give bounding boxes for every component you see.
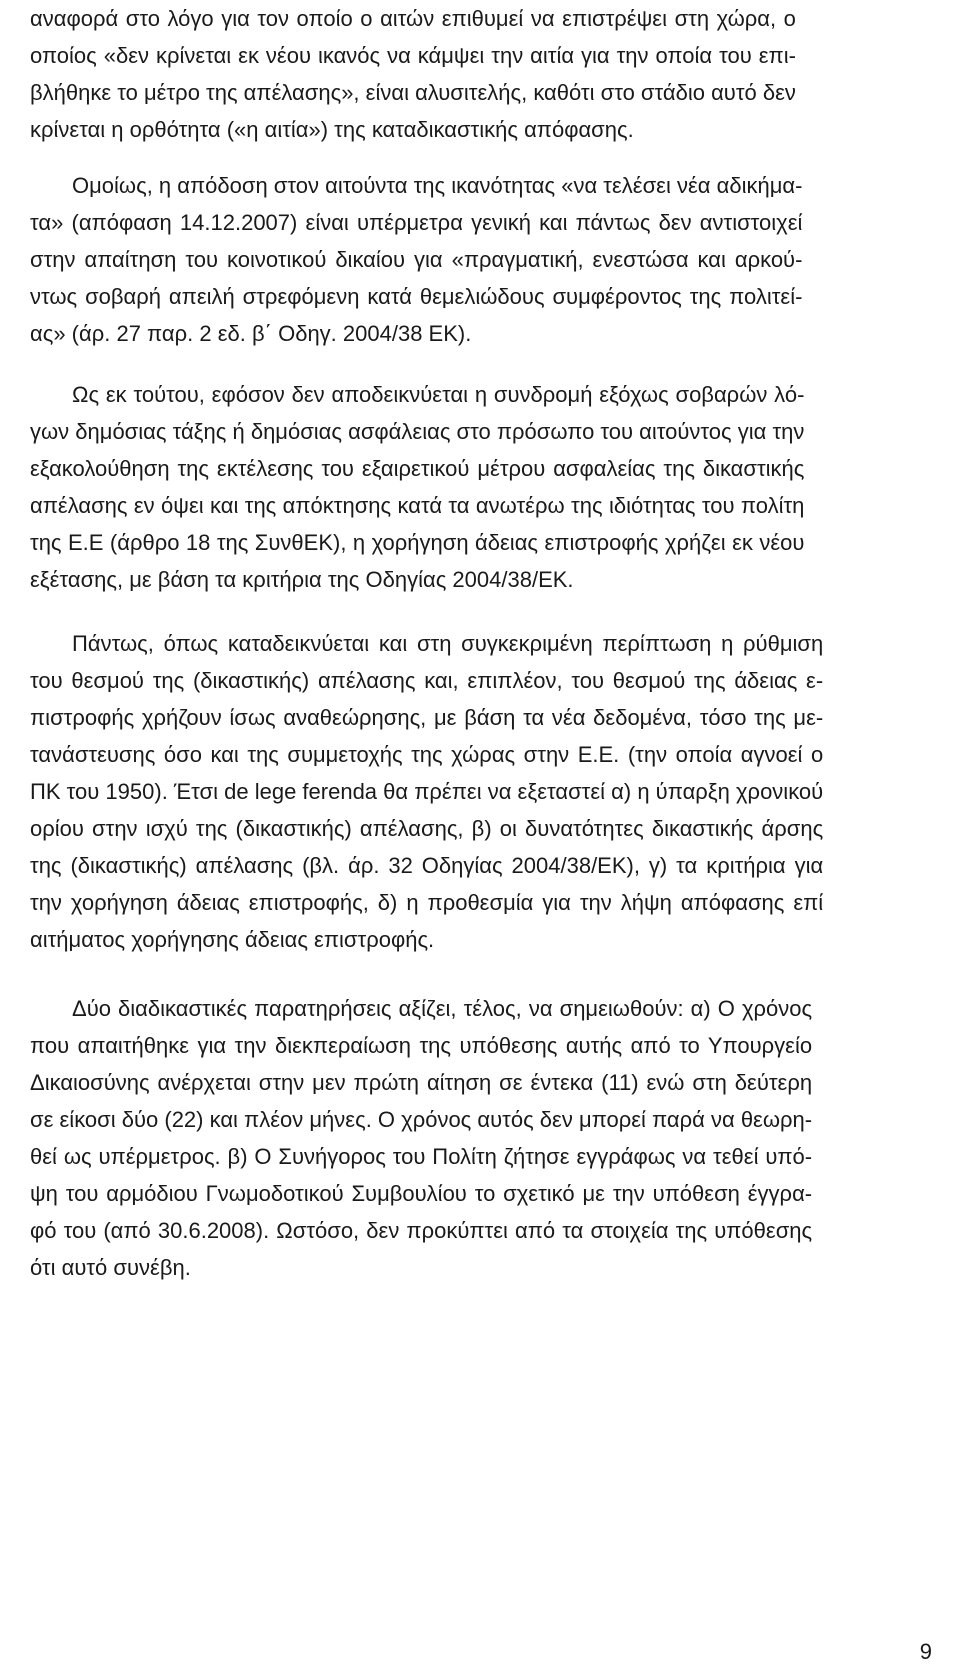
paragraph-4 [30,625,823,958]
text-line: αναφορά στο λόγο για τον οποίο ο αιτών επιθυμεί να επιστρέψει στη χώρα, ο [30,6,796,31]
text-line: απέλασης εν όψει και της απόκτησης κατά τα ανωτέρω της ιδιότητας του πολίτη [30,493,805,518]
text-line: εξακολούθηση της εκτέλεσης του εξαιρετικού μέτρου ασφαλείας της δικαστικής [30,456,805,481]
paragraph-5 [30,990,812,1286]
paragraph-1 [30,0,796,148]
text-line: θεί ως υπέρμετρος. β) Ο Συνήγορος του Πολίτη ζήτησε εγγράφως να τεθεί υπό- [30,1144,813,1169]
text-line: της Ε.Ε (άρθρο 18 της ΣυνθΕΚ), η χορήγηση άδειας επιστροφής χρήζει εκ νέου [30,530,805,555]
text-line: της (δικαστικής) απέλασης (βλ. άρ. 32 Οδηγίας 2004/38/ΕΚ), γ) τα κριτήρια για [30,853,824,878]
text-line: πιστροφής χρήζουν ίσως αναθεώρησης, με βάση τα νέα δεδομένα, τόσο της με- [30,705,824,730]
text-line: την χορήγηση άδειας επιστροφής, δ) η προθεσμία για την λήψη απόφασης επί [30,890,824,915]
text-line: Ομοίως, η απόδοση στον αιτούντα της ικανότητας «να τελέσει νέα αδικήμα- [72,173,803,198]
text-line: ΠΚ του 1950). Έτσι de lege ferenda θα πρέπει να εξεταστεί α) η ύπαρξη χρονικού [30,779,824,804]
paragraph-2 [30,167,802,352]
text-line: εξέτασης, με βάση τα κριτήρια της Οδηγίας 2004/38/ΕΚ. [30,567,574,592]
text-line: σε είκοσι δύο (22) και πλέον μήνες. Ο χρόνος αυτός δεν μπορεί παρά να θεωρη- [30,1107,813,1132]
text-line: στην απαίτηση του κοινοτικού δικαίου για «πραγματική, ενεστώσα και αρκού- [30,247,803,272]
text-line: ορίου στην ισχύ της (δικαστικής) απέλασης, β) οι δυνατότητες δικαστικής άρσης [30,816,824,841]
text-line: κρίνεται η ορθότητα («η αιτία») της καταδικαστικής απόφασης. [30,117,634,142]
text-line: ας» (άρ. 27 παρ. 2 εδ. β΄ Οδηγ. 2004/38 ΕΚ). [30,321,472,346]
page-number: 9 [919,1639,932,1664]
text-line: ότι αυτό συνέβη. [30,1255,191,1280]
text-line: βλήθηκε το μέτρο της απέλασης», είναι αλυσιτελής, καθότι στο στάδιο αυτό δεν [30,80,796,105]
text-line: οποίος «δεν κρίνεται εκ νέου ικανός να κάμψει την αιτία για την οποία του επι- [30,43,796,68]
text-line: Δικαιοσύνης ανέρχεται στην μεν πρώτη αίτηση σε έντεκα (11) ενώ στη δεύτερη [30,1070,813,1095]
text-line: Ως εκ τούτου, εφόσον δεν αποδεικνύεται η συνδρομή εξόχως σοβαρών λό- [72,382,805,407]
text-line: Πάντως, όπως καταδεικνύεται και στη συγκεκριμένη περίπτωση η ρύθμιση [72,631,824,656]
text-line: αιτήματος χορήγησης άδειας επιστροφής. [30,927,435,952]
paragraph-3 [30,376,804,598]
text-line: ψη του αρμόδιου Γνωμοδοτικού Συμβουλίου το σχετικό με την υπόθεση έγγρα- [30,1181,813,1206]
text-line: τανάστευσης όσο και της συμμετοχής της χώρας στην Ε.Ε. (την οποία αγνοεί ο [30,742,824,767]
text-line: που απαιτήθηκε για την διεκπεραίωση της υπόθεσης αυτής από το Υπουργείο [30,1033,813,1058]
text-line: τα» (απόφαση 14.12.2007) είναι υπέρμετρα γενική και πάντως δεν αντιστοιχεί [30,210,803,235]
text-line: φό του (από 30.6.2008). Ωστόσο, δεν προκύπτει από τα στοιχεία της υπόθεσης [30,1218,813,1243]
text-line: ντως σοβαρή απειλή στρεφόμενη κατά θεμελιώδους συμφέροντος της πολιτεί- [30,284,803,309]
text-line: Δύο διαδικαστικές παρατηρήσεις αξίζει, τέλος, να σημειωθούν: α) Ο χρόνος [72,996,813,1021]
text-line: του θεσμού της (δικαστικής) απέλασης και, επιπλέον, του θεσμού της άδειας ε- [30,668,824,693]
text-line: γων δημόσιας τάξης ή δημόσιας ασφάλειας στο πρόσωπο του αιτούντος για την [30,419,805,444]
